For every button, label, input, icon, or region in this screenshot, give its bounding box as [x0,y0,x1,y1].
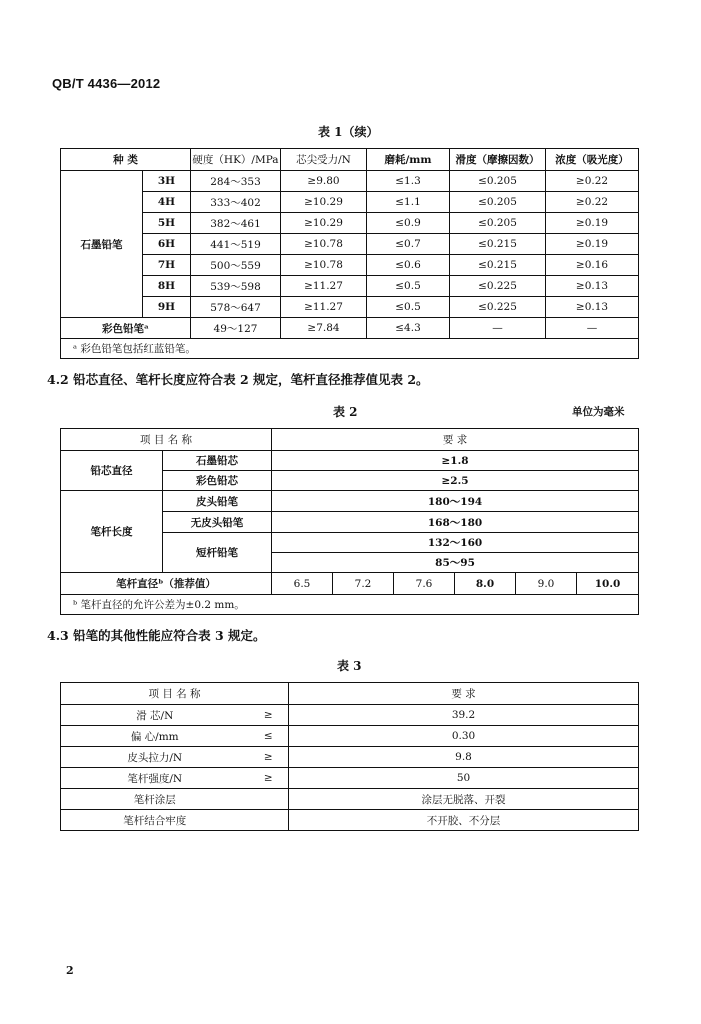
wear-cell: ≤1.3 [367,171,450,192]
force-cell: ≥7.84 [281,318,367,339]
property-name-cell: 皮头拉力/N [61,747,249,768]
requirement-cell: 50 [289,768,639,789]
density-cell: ≥0.22 [546,171,639,192]
comparison-symbol [249,789,289,810]
table3-header-requirement: 要 求 [289,683,639,705]
grade-cell: 6H [143,234,191,255]
slip-cell: ≤0.205 [450,213,546,234]
table3 [60,682,639,831]
table1-group-label: 石墨铅笔 [61,171,143,318]
hardness-cell: 49～127 [191,318,281,339]
diameter-value: 6.5 [272,573,333,595]
barrel-length-label: 笔杆长度 [61,491,163,573]
grade-cell: 4H [143,192,191,213]
property-name-cell: 笔杆涂层 [61,789,249,810]
requirement-cell: 132～160 [272,533,639,553]
requirement-cell: 不开胶、不分层 [289,810,639,831]
slip-cell: ≤0.225 [450,276,546,297]
table-row [61,747,639,768]
grade-cell: 3H [143,171,191,192]
density-cell: ≥0.13 [546,276,639,297]
table-row [61,705,639,726]
slip-cell: ≤0.225 [450,297,546,318]
table-row [61,768,639,789]
force-cell: ≥10.78 [281,234,367,255]
diameter-value: 10.0 [577,573,639,595]
table2 [60,428,639,615]
grade-cell: 9H [143,297,191,318]
table-row [61,171,639,192]
table1-header-row [61,149,639,171]
wear-cell: ≤1.1 [367,192,450,213]
grade-cell: 7H [143,255,191,276]
slip-cell: ≤0.205 [450,171,546,192]
force-cell: ≥11.27 [281,276,367,297]
wear-cell: ≤0.5 [367,276,450,297]
table2-footnote: ᵇ 笔杆直径的允许公差为±0.2 mm。 [61,595,639,615]
table-row [61,573,639,595]
density-cell: ≥0.13 [546,297,639,318]
hardness-cell: 333～402 [191,192,281,213]
requirement-cell: ≥1.8 [272,451,639,471]
core-type-cell: 彩色铅芯 [163,471,272,491]
table-row [61,491,639,512]
hardness-cell: 441～519 [191,234,281,255]
barrel-diameter-label: 笔杆直径ᵇ（推荐值） [61,573,272,595]
force-cell: ≥10.29 [281,192,367,213]
table1-footnote: ᵃ 彩色铅笔包括红蓝铅笔。 [61,339,639,359]
table-row [61,810,639,831]
table-row [61,451,639,471]
force-cell: ≥11.27 [281,297,367,318]
table2-header-item: 项 目 名 称 [61,429,272,451]
comparison-symbol: ≤ [249,726,289,747]
diameter-value: 8.0 [455,573,516,595]
hardness-cell: 284～353 [191,171,281,192]
table-row [61,726,639,747]
density-cell: ≥0.16 [546,255,639,276]
slip-cell: — [450,318,546,339]
comparison-symbol: ≥ [249,705,289,726]
hardness-cell: 539～598 [191,276,281,297]
property-name-cell: 笔杆强度/N [61,768,249,789]
table-row [61,213,639,234]
table1-caption: 表 1（续） [318,125,379,139]
core-type-cell: 石墨铅芯 [163,451,272,471]
property-name-cell: 笔杆结合牢度 [61,810,249,831]
slip-cell: ≤0.215 [450,234,546,255]
table1-header-slip: 滑度（摩擦因数） [450,149,546,171]
core-diameter-label: 铅芯直径 [61,451,163,491]
wear-cell: ≤0.6 [367,255,450,276]
density-cell: ≥0.19 [546,234,639,255]
table-row [61,234,639,255]
wear-cell: ≤0.9 [367,213,450,234]
requirement-cell: ≥2.5 [272,471,639,491]
diameter-value: 7.6 [394,573,455,595]
table-row [61,192,639,213]
requirement-cell: 85～95 [272,553,639,573]
grade-cell: 8H [143,276,191,297]
density-cell: ≥0.22 [546,192,639,213]
requirement-cell: 39.2 [289,705,639,726]
table-row [61,297,639,318]
table3-caption: 表 3 [337,659,362,673]
pencil-type-cell: 皮头铅笔 [163,491,272,512]
hardness-cell: 578～647 [191,297,281,318]
requirement-cell: 涂层无脱落、开裂 [289,789,639,810]
table3-header-item: 项 目 名 称 [61,683,289,705]
requirement-cell: 180～194 [272,491,639,512]
force-cell: ≥10.78 [281,255,367,276]
table-row [61,789,639,810]
requirement-cell: 0.30 [289,726,639,747]
table1 [60,148,639,359]
table1-header-wear: 磨耗/mm [367,149,450,171]
table1-header-density: 浓度（吸光度） [546,149,639,171]
table1-header-force: 芯尖受力/N [281,149,367,171]
slip-cell: ≤0.215 [450,255,546,276]
comparison-symbol: ≥ [249,747,289,768]
clause-4-3: 4.3 铅笔的其他性能应符合表 3 规定。 [47,628,266,643]
property-name-cell: 偏 心/mm [61,726,249,747]
pencil-type-cell: 短杆铅笔 [163,533,272,573]
table1-header-hardness: 硬度（HK）/MPa [191,149,281,171]
requirement-cell: 168～180 [272,512,639,533]
color-pencil-label: 彩色铅笔ᵃ [61,318,191,339]
density-cell: — [546,318,639,339]
table2-unit: 单位为毫米 [572,406,625,418]
table-row [61,255,639,276]
table2-header-requirement: 要 求 [272,429,639,451]
table1-color-row [61,318,639,339]
slip-cell: ≤0.205 [450,192,546,213]
clause-4-2: 4.2 铅芯直径、笔杆长度应符合表 2 规定，笔杆直径推荐值见表 2。 [47,372,429,387]
table-row [61,276,639,297]
force-cell: ≥10.29 [281,213,367,234]
table2-caption: 表 2 [333,405,358,419]
hardness-cell: 500～559 [191,255,281,276]
property-name-cell: 滑 芯/N [61,705,249,726]
pencil-type-cell: 无皮头铅笔 [163,512,272,533]
comparison-symbol: ≥ [249,768,289,789]
requirement-cell: 9.8 [289,747,639,768]
hardness-cell: 382～461 [191,213,281,234]
wear-cell: ≤4.3 [367,318,450,339]
page-number: 2 [66,964,74,977]
density-cell: ≥0.19 [546,213,639,234]
diameter-value: 7.2 [333,573,394,595]
wear-cell: ≤0.5 [367,297,450,318]
comparison-symbol [249,810,289,831]
grade-cell: 5H [143,213,191,234]
force-cell: ≥9.80 [281,171,367,192]
document-id: QB/T 4436—2012 [52,76,161,91]
table1-header-type: 种 类 [61,149,191,171]
wear-cell: ≤0.7 [367,234,450,255]
diameter-value: 9.0 [516,573,577,595]
